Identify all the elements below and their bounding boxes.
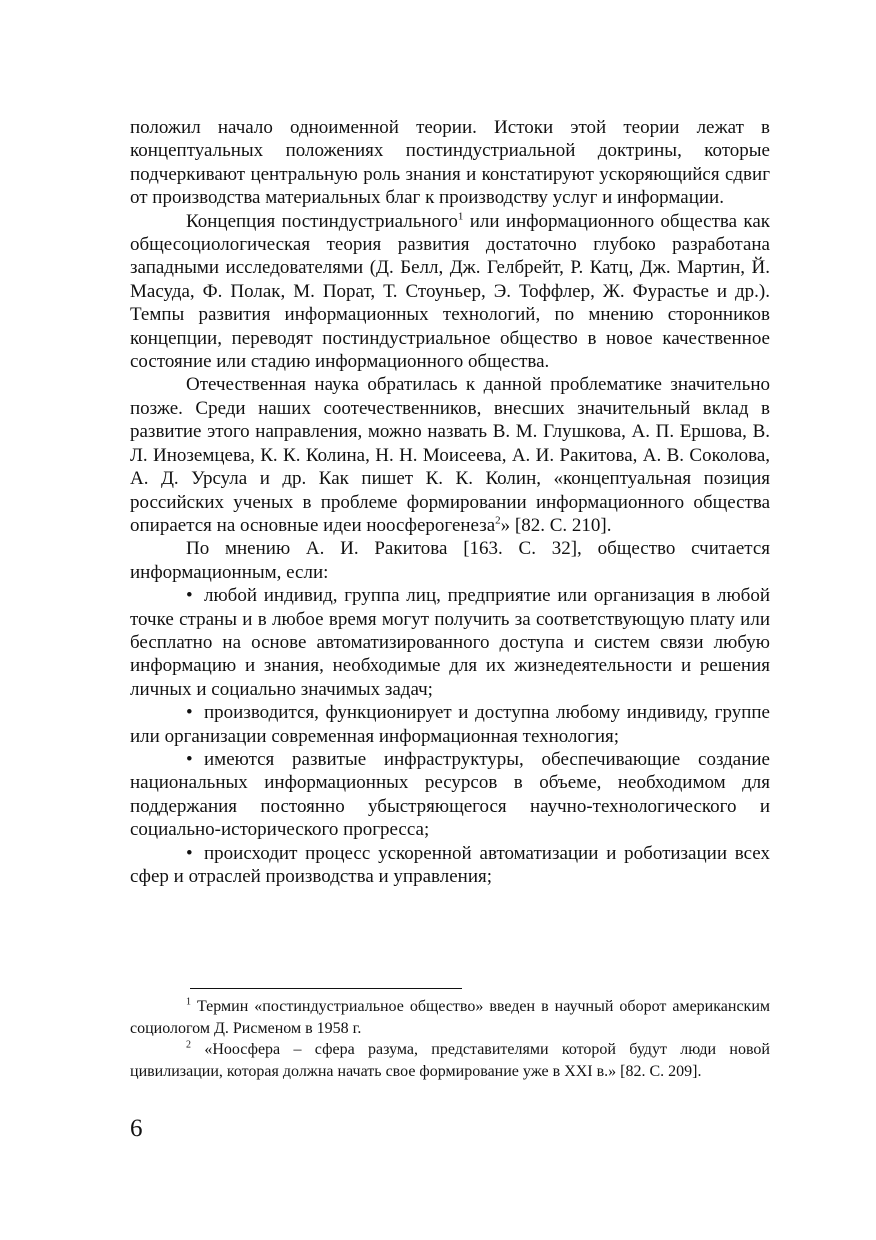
bullet-text: имеются развитые инфраструктуры, обеспечивающие создание национальных информационных ресурсов в объеме, необходимом для поддержания постоянно убыстряющегося научно-технологического и социально-исторического прогресса; [130,748,770,841]
paragraph-1: положил начало одноименной теории. Истоки этой теории лежат в концептуальных положениях постиндустриальной доктрины, которые подчеркивают центральную роль знания и констатируют ускоряющийся сдвиг от производства материальных благ к производству услуг и информации. [130,117,770,209]
bullet-item [130,701,770,748]
bullet-icon: • [186,585,193,607]
paragraph-2-start: Концепция постиндустриального [186,210,458,232]
footnote-text-1: Термин «постиндустриальное общество» введен в научный оборот американским социологом Д. Рисменом в 1958 г. [130,998,770,1037]
footnote-1 [130,996,770,1039]
bullet-item [130,748,770,842]
footnote-text-2: «Ноосфера – сфера разума, представителями которой будут люди новой цивилизации, которая должна начать свое формирование уже в XXI в.» [82. С. 209]. [130,1041,770,1080]
footnote-ref-1: 1 [457,210,464,223]
paragraph-2 [130,210,770,374]
bullet-text: любой индивид, группа лиц, предприятие или организация в любой точке страны и в любое время могут получить за соответствующую плату или бесплатно на основе автоматизированного доступа и систем связи любую информацию и знания, необходимые для их жизнедеятельности и решения личных и социально значимых задач; [130,585,770,700]
footnotes [130,996,770,1082]
bullet-item [130,842,770,889]
paragraph-3 [130,373,770,537]
paragraph-3-rest: » [82. С. 210]. [500,514,612,536]
page-body [130,116,770,888]
paragraph-3-start: Отечественная наука обратилась к данной проблематике значительно позже. Среди наших соотечественников, внесших значительный вклад в развитие этого направления, можно назвать В. М. Глушкова, А. П. Ершова, В. Л. Иноземцева, К. К. Колина, Н. Н. Моисеева, А. И. Ракитова, А. В. Соколова, А. Д. Урсула и др. Как пишет К. К. Колин, «концептуальная позиция российских ученых в проблеме формировании информационного общества опирается на основные идеи ноосферогенеза [130,374,770,536]
bullet-icon: • [186,748,193,770]
footnote-mark-2: 2 [186,1039,191,1051]
footnote-2 [130,1039,770,1082]
paragraph-2-rest: или информационного общества как общесоциологическая теория развития достаточно глубоко разработана западными исследователями (Д. Белл, Дж. Гелбрейт, Р. Катц, Дж. Мартин, Й. Масуда, Ф. Полак, М. Порат, Т. Стоуньер, Э. Тоффлер, Ж. Фурастье и др.). Темпы развития информационных технологий, по мнению сторонников концепции, переводят постиндустриальное общество в новое качественное состояние или стадию информационного общества. [130,210,770,373]
footnote-ref-2: 2 [495,514,501,527]
page-number: 6 [130,1115,143,1142]
bullet-text: производится, функционирует и доступна любому индивиду, группе или организации современная информационная технология; [130,702,770,747]
footnote-mark-1: 1 [186,996,191,1008]
paragraph-4: По мнению А. И. Ракитова [163. С. 32], общество считается информационным, если: [130,538,770,583]
bullet-icon: • [186,702,193,724]
bullet-icon: • [186,842,193,864]
bullet-item [130,584,770,701]
footnote-divider [190,988,462,989]
bullet-text: происходит процесс ускоренной автоматизации и роботизации всех сфер и отраслей производства и управления; [130,842,770,887]
